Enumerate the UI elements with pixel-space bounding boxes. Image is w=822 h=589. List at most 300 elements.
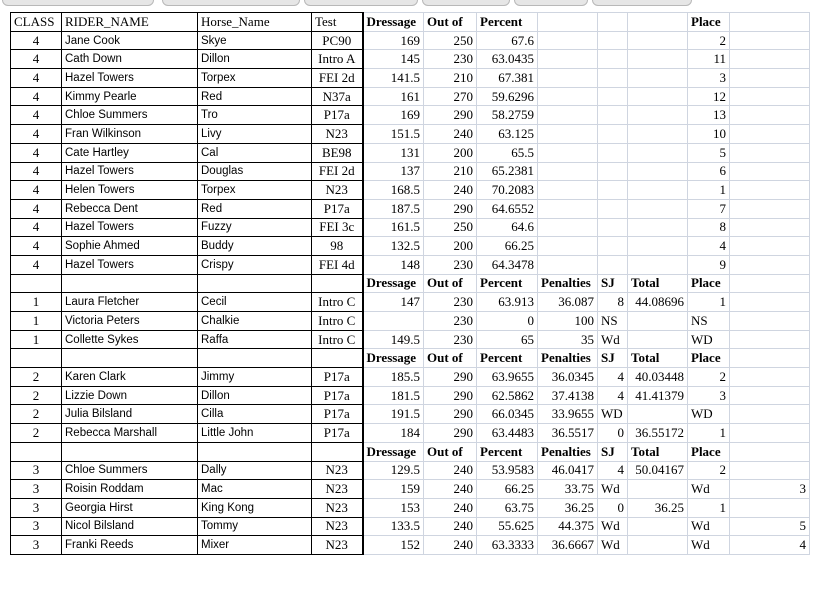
- cell-class[interactable]: 3: [11, 517, 62, 536]
- cell-test[interactable]: FEI 2d: [312, 69, 363, 88]
- cell-test[interactable]: BE98: [312, 143, 363, 162]
- cell-place[interactable]: 8: [688, 218, 730, 237]
- cell-total[interactable]: [628, 480, 688, 499]
- header-cell-total[interactable]: Total: [628, 442, 688, 461]
- cell-horse-name[interactable]: Red: [198, 199, 312, 218]
- cell-percent[interactable]: 63.913: [477, 293, 538, 312]
- cell-place[interactable]: 3: [688, 69, 730, 88]
- cell-total[interactable]: [628, 312, 688, 331]
- header-cell-place[interactable]: Place: [688, 349, 730, 368]
- cell-out-of[interactable]: 290: [424, 386, 477, 405]
- cell-extra[interactable]: 4: [730, 536, 810, 555]
- cell-horse-name[interactable]: Tommy: [198, 517, 312, 536]
- cell-out-of[interactable]: 230: [424, 50, 477, 69]
- cell-percent[interactable]: 59.6296: [477, 87, 538, 106]
- cell-dressage[interactable]: 169: [363, 106, 424, 125]
- cell-total[interactable]: [628, 87, 688, 106]
- cell-test[interactable]: P17a: [312, 405, 363, 424]
- cell-rider-name[interactable]: Rebecca Dent: [62, 199, 198, 218]
- cell-sj[interactable]: 8: [598, 293, 628, 312]
- cell-rider-name[interactable]: Fran Wilkinson: [62, 125, 198, 144]
- header-cell-test[interactable]: [312, 349, 363, 368]
- header-cell-sj[interactable]: SJ: [598, 349, 628, 368]
- cell-rider-name[interactable]: Laura Fletcher: [62, 293, 198, 312]
- cell-class[interactable]: 4: [11, 125, 62, 144]
- cell-horse-name[interactable]: Mac: [198, 480, 312, 499]
- cell-percent[interactable]: 64.6552: [477, 199, 538, 218]
- cell-penalties[interactable]: [538, 125, 598, 144]
- cell-out-of[interactable]: 200: [424, 237, 477, 256]
- cell-place[interactable]: Wd: [688, 536, 730, 555]
- header-cell-out-of[interactable]: Out of: [424, 442, 477, 461]
- cell-class[interactable]: 4: [11, 31, 62, 50]
- cell-extra[interactable]: [730, 125, 810, 144]
- cell-sj[interactable]: [598, 237, 628, 256]
- header-cell-out-of[interactable]: Out of: [424, 349, 477, 368]
- header-cell-extra[interactable]: [730, 442, 810, 461]
- header-cell-class[interactable]: [11, 349, 62, 368]
- cell-sj[interactable]: 4: [598, 368, 628, 387]
- cell-horse-name[interactable]: Cal: [198, 143, 312, 162]
- cell-rider-name[interactable]: Nicol Bilsland: [62, 517, 198, 536]
- cell-dressage[interactable]: 133.5: [363, 517, 424, 536]
- header-cell-place[interactable]: Place: [688, 13, 730, 32]
- cell-total[interactable]: [628, 405, 688, 424]
- cell-dressage[interactable]: 151.5: [363, 125, 424, 144]
- cell-dressage[interactable]: 132.5: [363, 237, 424, 256]
- cell-total[interactable]: [628, 517, 688, 536]
- cell-test[interactable]: Intro C: [312, 330, 363, 349]
- cell-extra[interactable]: [730, 162, 810, 181]
- cell-extra[interactable]: [730, 106, 810, 125]
- header-cell-dressage[interactable]: Dressage: [363, 349, 424, 368]
- cell-percent[interactable]: 63.9655: [477, 368, 538, 387]
- cell-rider-name[interactable]: Rebecca Marshall: [62, 424, 198, 443]
- cell-horse-name[interactable]: Douglas: [198, 162, 312, 181]
- cell-extra[interactable]: 3: [730, 480, 810, 499]
- header-cell-dressage[interactable]: Dressage: [363, 274, 424, 293]
- cell-sj[interactable]: 4: [598, 386, 628, 405]
- cell-rider-name[interactable]: Julia Bilsland: [62, 405, 198, 424]
- cell-total[interactable]: [628, 218, 688, 237]
- cell-place[interactable]: 6: [688, 162, 730, 181]
- cell-penalties[interactable]: 33.9655: [538, 405, 598, 424]
- cell-place[interactable]: 11: [688, 50, 730, 69]
- cell-sj[interactable]: Wd: [598, 330, 628, 349]
- cell-total[interactable]: [628, 330, 688, 349]
- cell-place[interactable]: 2: [688, 31, 730, 50]
- cell-penalties[interactable]: 46.0417: [538, 461, 598, 480]
- cell-rider-name[interactable]: Franki Reeds: [62, 536, 198, 555]
- cell-out-of[interactable]: 200: [424, 143, 477, 162]
- cell-class[interactable]: 4: [11, 143, 62, 162]
- cell-test[interactable]: N37a: [312, 87, 363, 106]
- cell-horse-name[interactable]: Little John: [198, 424, 312, 443]
- cell-dressage[interactable]: 145: [363, 50, 424, 69]
- cell-place[interactable]: 1: [688, 181, 730, 200]
- cell-horse-name[interactable]: Red: [198, 87, 312, 106]
- header-cell-sj[interactable]: [598, 13, 628, 32]
- cell-horse-name[interactable]: Torpex: [198, 69, 312, 88]
- cell-test[interactable]: FEI 4d: [312, 255, 363, 274]
- cell-place[interactable]: 7: [688, 199, 730, 218]
- header-cell-place[interactable]: Place: [688, 442, 730, 461]
- cell-penalties[interactable]: 36.0345: [538, 368, 598, 387]
- header-cell-rider-name[interactable]: [62, 442, 198, 461]
- cell-horse-name[interactable]: Cilla: [198, 405, 312, 424]
- cell-rider-name[interactable]: Collette Sykes: [62, 330, 198, 349]
- cell-out-of[interactable]: 240: [424, 536, 477, 555]
- header-cell-test[interactable]: [312, 274, 363, 293]
- cell-test[interactable]: PC90: [312, 31, 363, 50]
- cell-rider-name[interactable]: Georgia Hirst: [62, 498, 198, 517]
- cell-test[interactable]: N23: [312, 125, 363, 144]
- cell-extra[interactable]: [730, 368, 810, 387]
- header-cell-horse-name[interactable]: [198, 349, 312, 368]
- cell-dressage[interactable]: 148: [363, 255, 424, 274]
- cell-place[interactable]: 12: [688, 87, 730, 106]
- cell-percent[interactable]: 66.25: [477, 237, 538, 256]
- cell-class[interactable]: 4: [11, 162, 62, 181]
- cell-percent[interactable]: 65: [477, 330, 538, 349]
- header-cell-penalties[interactable]: Penalties: [538, 349, 598, 368]
- cell-extra[interactable]: [730, 87, 810, 106]
- cell-out-of[interactable]: 270: [424, 87, 477, 106]
- cell-place[interactable]: 4: [688, 237, 730, 256]
- cell-percent[interactable]: 62.5862: [477, 386, 538, 405]
- cell-total[interactable]: 36.55172: [628, 424, 688, 443]
- cell-horse-name[interactable]: Mixer: [198, 536, 312, 555]
- header-cell-dressage[interactable]: Dressage: [363, 13, 424, 32]
- cell-class[interactable]: 1: [11, 312, 62, 331]
- cell-dressage[interactable]: 191.5: [363, 405, 424, 424]
- cell-out-of[interactable]: 250: [424, 218, 477, 237]
- cell-penalties[interactable]: [538, 87, 598, 106]
- cell-rider-name[interactable]: Kimmy Pearle: [62, 87, 198, 106]
- header-cell-sj[interactable]: SJ: [598, 274, 628, 293]
- cell-class[interactable]: 4: [11, 69, 62, 88]
- header-cell-extra[interactable]: [730, 13, 810, 32]
- header-cell-horse-name[interactable]: Horse_Name: [198, 13, 312, 32]
- cell-extra[interactable]: [730, 424, 810, 443]
- cell-rider-name[interactable]: Chloe Summers: [62, 106, 198, 125]
- cell-extra[interactable]: [730, 237, 810, 256]
- cell-place[interactable]: 2: [688, 368, 730, 387]
- cell-out-of[interactable]: 290: [424, 405, 477, 424]
- cell-test[interactable]: Intro A: [312, 50, 363, 69]
- cell-penalties[interactable]: [538, 69, 598, 88]
- header-cell-dressage[interactable]: Dressage: [363, 442, 424, 461]
- cell-class[interactable]: 4: [11, 50, 62, 69]
- cell-percent[interactable]: 63.75: [477, 498, 538, 517]
- cell-test[interactable]: N23: [312, 536, 363, 555]
- cell-extra[interactable]: [730, 199, 810, 218]
- cell-place[interactable]: Wd: [688, 517, 730, 536]
- cell-test[interactable]: P17a: [312, 106, 363, 125]
- cell-test[interactable]: FEI 3c: [312, 218, 363, 237]
- header-cell-percent[interactable]: Percent: [477, 274, 538, 293]
- cell-penalties[interactable]: [538, 181, 598, 200]
- cell-rider-name[interactable]: Roisin Roddam: [62, 480, 198, 499]
- header-cell-test[interactable]: [312, 442, 363, 461]
- header-cell-penalties[interactable]: [538, 13, 598, 32]
- cell-class[interactable]: 4: [11, 237, 62, 256]
- cell-sj[interactable]: [598, 69, 628, 88]
- cell-out-of[interactable]: 250: [424, 31, 477, 50]
- cell-out-of[interactable]: 290: [424, 368, 477, 387]
- header-cell-class[interactable]: [11, 274, 62, 293]
- cell-class[interactable]: 3: [11, 461, 62, 480]
- header-cell-class[interactable]: CLASS: [11, 13, 62, 32]
- cell-sj[interactable]: [598, 143, 628, 162]
- cell-sj[interactable]: [598, 50, 628, 69]
- header-cell-horse-name[interactable]: [198, 274, 312, 293]
- cell-total[interactable]: [628, 143, 688, 162]
- cell-out-of[interactable]: 210: [424, 69, 477, 88]
- cell-class[interactable]: 2: [11, 405, 62, 424]
- cell-percent[interactable]: 65.2381: [477, 162, 538, 181]
- cell-sj[interactable]: Wd: [598, 480, 628, 499]
- cell-horse-name[interactable]: Buddy: [198, 237, 312, 256]
- cell-dressage[interactable]: 181.5: [363, 386, 424, 405]
- cell-percent[interactable]: 53.9583: [477, 461, 538, 480]
- cell-horse-name[interactable]: Jimmy: [198, 368, 312, 387]
- cell-percent[interactable]: 63.3333: [477, 536, 538, 555]
- cell-class[interactable]: 4: [11, 218, 62, 237]
- cell-rider-name[interactable]: Karen Clark: [62, 368, 198, 387]
- cell-percent[interactable]: 63.0435: [477, 50, 538, 69]
- cell-place[interactable]: 13: [688, 106, 730, 125]
- cell-horse-name[interactable]: Chalkie: [198, 312, 312, 331]
- cell-sj[interactable]: [598, 106, 628, 125]
- cell-dressage[interactable]: 129.5: [363, 461, 424, 480]
- cell-percent[interactable]: 64.3478: [477, 255, 538, 274]
- cell-horse-name[interactable]: Crispy: [198, 255, 312, 274]
- cell-class[interactable]: 1: [11, 330, 62, 349]
- cell-total[interactable]: [628, 255, 688, 274]
- cell-penalties[interactable]: 100: [538, 312, 598, 331]
- cell-percent[interactable]: 65.5: [477, 143, 538, 162]
- cell-place[interactable]: 2: [688, 461, 730, 480]
- cell-total[interactable]: 36.25: [628, 498, 688, 517]
- header-cell-out-of[interactable]: Out of: [424, 13, 477, 32]
- cell-place[interactable]: 1: [688, 424, 730, 443]
- cell-penalties[interactable]: 36.6667: [538, 536, 598, 555]
- cell-penalties[interactable]: 37.4138: [538, 386, 598, 405]
- header-cell-percent[interactable]: Percent: [477, 349, 538, 368]
- cell-place[interactable]: WD: [688, 330, 730, 349]
- cell-rider-name[interactable]: Chloe Summers: [62, 461, 198, 480]
- cell-out-of[interactable]: 240: [424, 498, 477, 517]
- cell-test[interactable]: Intro C: [312, 293, 363, 312]
- cell-dressage[interactable]: 187.5: [363, 199, 424, 218]
- cell-horse-name[interactable]: Dally: [198, 461, 312, 480]
- cell-class[interactable]: 4: [11, 199, 62, 218]
- cell-sj[interactable]: WD: [598, 405, 628, 424]
- cell-out-of[interactable]: 240: [424, 125, 477, 144]
- cell-place[interactable]: 3: [688, 386, 730, 405]
- cell-class[interactable]: 4: [11, 106, 62, 125]
- cell-penalties[interactable]: [538, 255, 598, 274]
- cell-extra[interactable]: [730, 330, 810, 349]
- cell-horse-name[interactable]: Livy: [198, 125, 312, 144]
- header-cell-extra[interactable]: [730, 274, 810, 293]
- cell-dressage[interactable]: 161.5: [363, 218, 424, 237]
- cell-sj[interactable]: [598, 87, 628, 106]
- cell-out-of[interactable]: 240: [424, 517, 477, 536]
- cell-dressage[interactable]: 168.5: [363, 181, 424, 200]
- cell-extra[interactable]: [730, 498, 810, 517]
- cell-sj[interactable]: [598, 181, 628, 200]
- cell-class[interactable]: 1: [11, 293, 62, 312]
- cell-percent[interactable]: 0: [477, 312, 538, 331]
- cell-place[interactable]: 9: [688, 255, 730, 274]
- header-cell-total[interactable]: [628, 13, 688, 32]
- cell-percent[interactable]: 70.2083: [477, 181, 538, 200]
- cell-class[interactable]: 3: [11, 536, 62, 555]
- cell-rider-name[interactable]: Helen Towers: [62, 181, 198, 200]
- cell-penalties[interactable]: [538, 218, 598, 237]
- cell-total[interactable]: [628, 125, 688, 144]
- cell-total[interactable]: 40.03448: [628, 368, 688, 387]
- cell-rider-name[interactable]: Hazel Towers: [62, 255, 198, 274]
- cell-penalties[interactable]: 36.087: [538, 293, 598, 312]
- cell-total[interactable]: [628, 181, 688, 200]
- sheet-tab[interactable]: [514, 0, 588, 6]
- cell-rider-name[interactable]: Cate Hartley: [62, 143, 198, 162]
- cell-rider-name[interactable]: Sophie Ahmed: [62, 237, 198, 256]
- cell-percent[interactable]: 55.625: [477, 517, 538, 536]
- cell-class[interactable]: 4: [11, 181, 62, 200]
- cell-out-of[interactable]: 240: [424, 480, 477, 499]
- sheet-tab[interactable]: [422, 0, 510, 6]
- cell-test[interactable]: 98: [312, 237, 363, 256]
- cell-extra[interactable]: [730, 50, 810, 69]
- cell-test[interactable]: N23: [312, 181, 363, 200]
- sheet-tab[interactable]: [162, 0, 300, 6]
- cell-extra[interactable]: [730, 143, 810, 162]
- header-cell-test[interactable]: Test: [312, 13, 363, 32]
- cell-out-of[interactable]: 240: [424, 181, 477, 200]
- header-cell-rider-name[interactable]: RIDER_NAME: [62, 13, 198, 32]
- header-cell-rider-name[interactable]: [62, 349, 198, 368]
- cell-out-of[interactable]: 290: [424, 424, 477, 443]
- cell-dressage[interactable]: [363, 312, 424, 331]
- sheet-tab[interactable]: [304, 0, 418, 6]
- cell-sj[interactable]: Wd: [598, 517, 628, 536]
- cell-place[interactable]: 5: [688, 143, 730, 162]
- cell-place[interactable]: Wd: [688, 480, 730, 499]
- cell-dressage[interactable]: 137: [363, 162, 424, 181]
- cell-sj[interactable]: [598, 218, 628, 237]
- cell-penalties[interactable]: 36.5517: [538, 424, 598, 443]
- cell-class[interactable]: 3: [11, 498, 62, 517]
- cell-penalties[interactable]: 36.25: [538, 498, 598, 517]
- cell-penalties[interactable]: [538, 162, 598, 181]
- cell-horse-name[interactable]: Dillon: [198, 386, 312, 405]
- header-cell-out-of[interactable]: Out of: [424, 274, 477, 293]
- cell-test[interactable]: FEI 2d: [312, 162, 363, 181]
- header-cell-percent[interactable]: Percent: [477, 442, 538, 461]
- cell-class[interactable]: 3: [11, 480, 62, 499]
- cell-dressage[interactable]: 147: [363, 293, 424, 312]
- header-cell-penalties[interactable]: Penalties: [538, 274, 598, 293]
- cell-total[interactable]: [628, 69, 688, 88]
- cell-total[interactable]: [628, 162, 688, 181]
- cell-place[interactable]: WD: [688, 405, 730, 424]
- cell-penalties[interactable]: 35: [538, 330, 598, 349]
- cell-out-of[interactable]: 240: [424, 461, 477, 480]
- cell-test[interactable]: P17a: [312, 199, 363, 218]
- cell-extra[interactable]: [730, 69, 810, 88]
- cell-dressage[interactable]: 159: [363, 480, 424, 499]
- cell-horse-name[interactable]: Dillon: [198, 50, 312, 69]
- cell-penalties[interactable]: [538, 106, 598, 125]
- cell-penalties[interactable]: [538, 31, 598, 50]
- cell-place[interactable]: NS: [688, 312, 730, 331]
- cell-place[interactable]: 1: [688, 498, 730, 517]
- cell-dressage[interactable]: 153: [363, 498, 424, 517]
- cell-sj[interactable]: [598, 199, 628, 218]
- cell-extra[interactable]: 5: [730, 517, 810, 536]
- cell-extra[interactable]: [730, 31, 810, 50]
- cell-penalties[interactable]: 44.375: [538, 517, 598, 536]
- cell-total[interactable]: [628, 237, 688, 256]
- cell-out-of[interactable]: 230: [424, 293, 477, 312]
- cell-class[interactable]: 2: [11, 386, 62, 405]
- cell-class[interactable]: 2: [11, 424, 62, 443]
- cell-test[interactable]: N23: [312, 498, 363, 517]
- cell-penalties[interactable]: [538, 143, 598, 162]
- cell-dressage[interactable]: 185.5: [363, 368, 424, 387]
- sheet-tab[interactable]: [2, 0, 154, 6]
- cell-sj[interactable]: [598, 125, 628, 144]
- header-cell-total[interactable]: Total: [628, 274, 688, 293]
- cell-sj[interactable]: [598, 31, 628, 50]
- cell-rider-name[interactable]: Hazel Towers: [62, 218, 198, 237]
- cell-rider-name[interactable]: Cath Down: [62, 50, 198, 69]
- header-cell-penalties[interactable]: Penalties: [538, 442, 598, 461]
- cell-dressage[interactable]: 131: [363, 143, 424, 162]
- cell-class[interactable]: 2: [11, 368, 62, 387]
- cell-extra[interactable]: [730, 386, 810, 405]
- cell-extra[interactable]: [730, 312, 810, 331]
- cell-dressage[interactable]: 141.5: [363, 69, 424, 88]
- cell-class[interactable]: 4: [11, 255, 62, 274]
- cell-test[interactable]: Intro C: [312, 312, 363, 331]
- cell-total[interactable]: [628, 536, 688, 555]
- cell-sj[interactable]: Wd: [598, 536, 628, 555]
- cell-horse-name[interactable]: Skye: [198, 31, 312, 50]
- cell-test[interactable]: N23: [312, 517, 363, 536]
- cell-penalties[interactable]: 33.75: [538, 480, 598, 499]
- cell-rider-name[interactable]: Hazel Towers: [62, 162, 198, 181]
- cell-penalties[interactable]: [538, 199, 598, 218]
- cell-extra[interactable]: [730, 255, 810, 274]
- cell-penalties[interactable]: [538, 237, 598, 256]
- cell-sj[interactable]: [598, 162, 628, 181]
- cell-rider-name[interactable]: Victoria Peters: [62, 312, 198, 331]
- cell-extra[interactable]: [730, 293, 810, 312]
- cell-rider-name[interactable]: Hazel Towers: [62, 69, 198, 88]
- cell-total[interactable]: 41.41379: [628, 386, 688, 405]
- cell-extra[interactable]: [730, 181, 810, 200]
- cell-dressage[interactable]: 184: [363, 424, 424, 443]
- header-cell-percent[interactable]: Percent: [477, 13, 538, 32]
- cell-extra[interactable]: [730, 218, 810, 237]
- cell-dressage[interactable]: 161: [363, 87, 424, 106]
- cell-percent[interactable]: 64.6: [477, 218, 538, 237]
